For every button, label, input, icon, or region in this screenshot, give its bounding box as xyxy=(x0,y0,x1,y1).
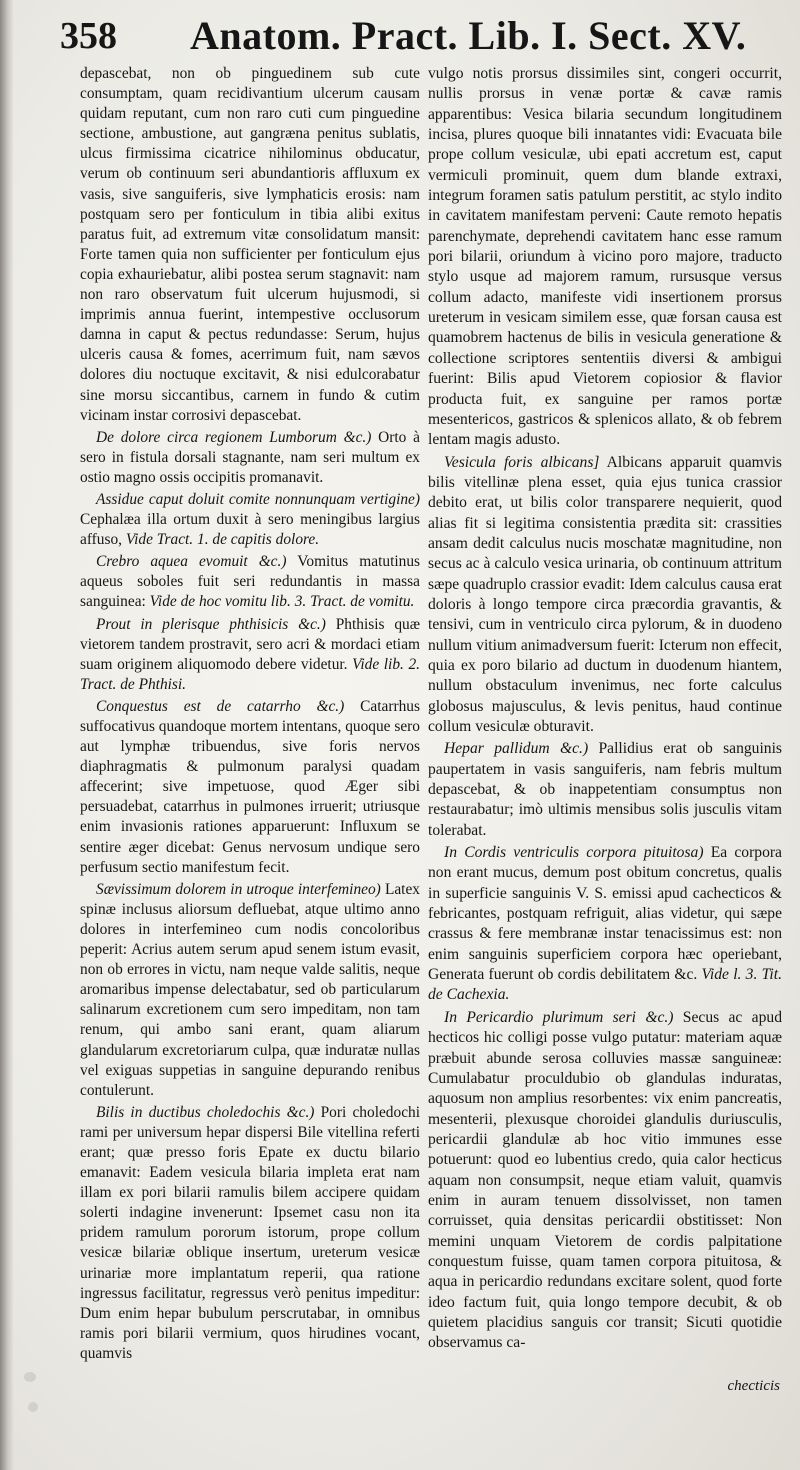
lemma-heading: Assidue caput doluit comite nonnunquam vertigine) xyxy=(96,490,420,508)
paragraph-text: Pori choledochi rami per universum hepar dispersi Bile vitellina referti erant; quæ presso foris Epate ex ductu bilario emanavit: Eadem vesicula bilaria impleta erat nam illam ex pori bilarii ramulis bilem accipere quidam solerti indagine invenerunt: Ipsemet casu non ita pridem ramulum pororum istorum, prope collum vesicæ bilariæ oblique insertum, ureterum vesicæ urinariæ more implantatum reperii, qua ratione ingressus facilitatur, regressus verò penitus impeditur: Dum enim hepar bubulum perscrutabar, in omnibus ramis pori bilarii vermium, quos hirudines vocant, quamvis xyxy=(80,1103,420,1362)
commentary-paragraph xyxy=(80,490,420,550)
lemma-heading: Prout in plerisque phthisicis &c.) xyxy=(96,615,326,633)
lemma-heading: De dolore circa regionem Lumborum &c.) xyxy=(96,428,372,446)
ink-smudge xyxy=(24,1372,36,1382)
paragraph-text: Latex spinæ inclusus aliorsum defluebat, atque ultimo anno dolores in interfemineo cum nodis concoloribus peperit: Acrius autem serum apud senem istum evasit, non ob errores in victu, nam neque valde salitis, neque aromaribus impense delectabatur, sed ob particularum salinarum excretionem cum sero impeditam, non tam renum, qui ambo sani erant, quam aliarum glandularum excretoriarum culpa, quæ induratæ nullas vel exiguas suppetias in sanguine depurando renibus contulerunt. xyxy=(80,880,420,1099)
lemma-heading: Crebro aquea evomuit &c.) xyxy=(96,553,287,571)
binding-gutter-shadow xyxy=(0,0,14,1470)
commentary-paragraph xyxy=(80,1103,420,1364)
left-column xyxy=(80,64,420,1364)
page-number: 358 xyxy=(60,15,117,57)
paragraph-text: Phthisis quæ vietorem tandem prostravit, sero acri & mordaci etiam suam originem aliquomodo debere videtur. xyxy=(80,615,421,673)
lemma-heading: In Cordis ventriculis corpora pituitosa) xyxy=(444,844,704,862)
paragraph-text: Secus ac apud hecticos hic colligi posse vulgo putatur: materiam aquæ præbuit abunde serosa colluvies massæ sanguineæ: Cumulabatur proculdubio ob glandulas induratas, aquosum non amplius resorbentes: vix enim pancreatis, mesenterii, plexusque choroidei glandulis duriusculis, pericardii glandulæ ab hoc vitio immunes esse potuerunt: quod eo lubentius credo, quia calor hecticus aquam non consumpsit, neque etiam valuit, quamvis enim in auram tenuem dissolvisset, non tamen corruisset, quia densitas pericardii obstitisset: Non memini unquam Vietorem de cordis palpitatione conquestum fuisse, quam tamen corpora pituitosa, & aqua in pericardio redundans excitare solent, quod forte ideo factum fuit, quia longo tempore decubit, & ob quietem placidius sanguis cor transit; Sicuti quotidie observamus ca- xyxy=(428,1008,782,1352)
ink-smudge xyxy=(28,1402,38,1412)
cross-reference: Vide Tract. 1. de capitis dolore. xyxy=(125,531,320,549)
lemma-heading: Sævissimum dolorem in utroque interfemineo) xyxy=(96,880,381,898)
paragraph-text: Catarrhus suffocativus quandoque mortem intentans, quoque sero aut lymphæ tribuendus, sive foris nervos diaphragmatis & pulmonum paralysi quadam affecerint; sive impetuose, quod Æger sibi persuadebat, catarrhus in pulmones irruerit; utriusque enim invasionis rationes apparuerunt: Influxum se sentire æger dicebat: Genus nervosum undique sero perfusum sectio manifestum fecit. xyxy=(80,697,420,876)
cross-reference: Vide lib. 2. Tract. de Phthisi. xyxy=(80,655,420,693)
paragraph-text: vulgo notis prorsus dissimiles sint, congeri occurrit, nullis prorsus in venæ portæ & cavæ ramis apparentibus: Vesica bilaria secundum longitudinem incisa, plures quoque bili innatantes vidi: Evacuata bile prope collum vesiculæ, ubi epati accretum est, caput vermiculi prominuit, quem dum blande extraxi, integrum foramen satis patulum perstitit, ac stylo indito in cavitatem manifestam perveni: Caute remoto hepatis parenchymate, deprehendi cavitatem hanc esse ramum pori bilarii, oriundum à vicino poro majore, traducto stylo usque ad majorem ramum, rursusque versus collum adacto, manifeste vidi insertionem prorsus ureterum in vesicam similem esse, quæ forsan causa est quamobrem hactenus de bilis in vesicula generatione & collectione scriptores sententiis diversi & ambigui fuerint: Bilis apud Vietorem copiosior & flavior producta fuit, ex sanguine per ramos portæ mesentericos, gastricos & splenicos allato, & ob febrem lentam magis adusto. xyxy=(428,65,782,449)
paragraph-text: Ea corpora non erant mucus, demum post obitum concretus, qualis in superficie sanguinis V. S. emissi apud cachecticos & febricantes, postquam refriguit, alias videtur, qui sæpe crassus & fere membranæ instar tenacissimus est: non enim sanguinis superficiem corpora hæc operiebant, Generata fuerunt ob cordis debilitatem &c. xyxy=(428,844,782,984)
paragraph-text: depascebat, non ob pinguedinem sub cute consumptam, quam recidivantium ulcerum causam quidam reputant, cum non raro cuti cum pinguedine sectione, ambustione, aut gangræna penitus sublatis, ulcus firmissima cicatrice nihilominus obducatur, verum ob continuum seri abundantioris affluxum ex vasis, sive sanguiferis, sive lymphaticis erosis: nam postquam sero per fonticulum in tibia alibi exitus paratus fuit, ad extremum vitæ consolidatum mansit: Forte tamen quia non sufficienter per fonticulum ejus copia exhauriebatur, alibi postea serum stagnavit: nam non raro observatum fuit ulcerum hujusmodi, si imprimis annua fuerint, intempestive occlusorum damna in caput & pectus redundasse: Serum, hujus ulceris causa & fomes, acerrimum fuit, nam sævos dolores diu noctuque excitavit, & nisi edulcorabatur sine morsu siccantibus, carnem in fundo & cutim vicinam instar corrosivi depascebat. xyxy=(80,65,420,424)
commentary-paragraph xyxy=(80,552,420,612)
cross-reference: Vide de hoc vomitu lib. 3. Tract. de vomitu. xyxy=(149,593,415,611)
catchword: checticis xyxy=(727,1378,780,1394)
paragraph-text: Albicans apparuit quamvis bilis vitellinæ plena esset, quia ejus tunica crassior debito erat, ut bilis color transparere nequierit, quod alias fit si legitima consistentia prædita sit: crassities ansam dedit calculus nucis moschatæ magnitudine, non secus ac à calculo vesica urinaria, ob continuum attritum sæpe quadruplo crassior evadit: Idem calculus causa erat doloris à longo tempore circa præcordia gravantis, & tensivi, cum in ventriculo circa pylorum, & in duodeno nullum vitium animadversum fuerit: Icterum non effecit, quia ex poro bilario ad ductum in duodenum hiantem, nullum obstaculum invenimus, nec forte calculus globosus majusculus, & levis penitus, haud continue collum vesiculæ obturavit. xyxy=(428,453,782,735)
commentary-paragraph xyxy=(428,453,782,738)
commentary-paragraph xyxy=(428,739,782,841)
commentary-paragraph xyxy=(80,880,420,1101)
paragraph-text: Orto à sero in fistula dorsali stagnante, nam seri multum ex ostio magno ossis occipitis promanavit. xyxy=(80,428,420,486)
commentary-paragraph xyxy=(428,843,782,1006)
lemma-heading: In Pericardio plurimum seri &c.) xyxy=(444,1008,674,1026)
running-title: Anatom. Pract. Lib. I. Sect. XV. xyxy=(190,13,747,58)
paragraph-text: Pallidius erat ob sanguinis paupertatem in vasis sanguiferis, nam febris multum depascebat, & ob inappetentiam consumptus non restaurabatur; imò ultimis mensibus solis jusculis vitam tolerabat. xyxy=(428,740,782,839)
paragraph-text: Vomitus matutinus aqueus soboles fuit seri redundantis in massa sanguinea: xyxy=(80,553,420,611)
lemma-heading: Vesicula foris albicans] xyxy=(444,453,600,471)
lemma-heading: Bilis in ductibus choledochis &c.) xyxy=(96,1103,315,1121)
right-column xyxy=(428,64,782,1354)
commentary-paragraph xyxy=(428,1008,782,1354)
commentary-paragraph xyxy=(80,428,420,488)
lemma-heading: Hepar pallidum &c.) xyxy=(444,740,589,758)
cross-reference: Vide l. 3. Tit. de Cachexia. xyxy=(428,966,782,1004)
commentary-paragraph xyxy=(80,697,420,878)
commentary-paragraph xyxy=(80,615,420,695)
paragraph-text: Cephalæa illa ortum duxit à sero meningibus largius affuso, xyxy=(80,511,420,549)
commentary-paragraph xyxy=(428,64,782,451)
lemma-heading: Conquestus est de catarrho &c.) xyxy=(96,697,345,715)
commentary-paragraph xyxy=(80,64,420,426)
